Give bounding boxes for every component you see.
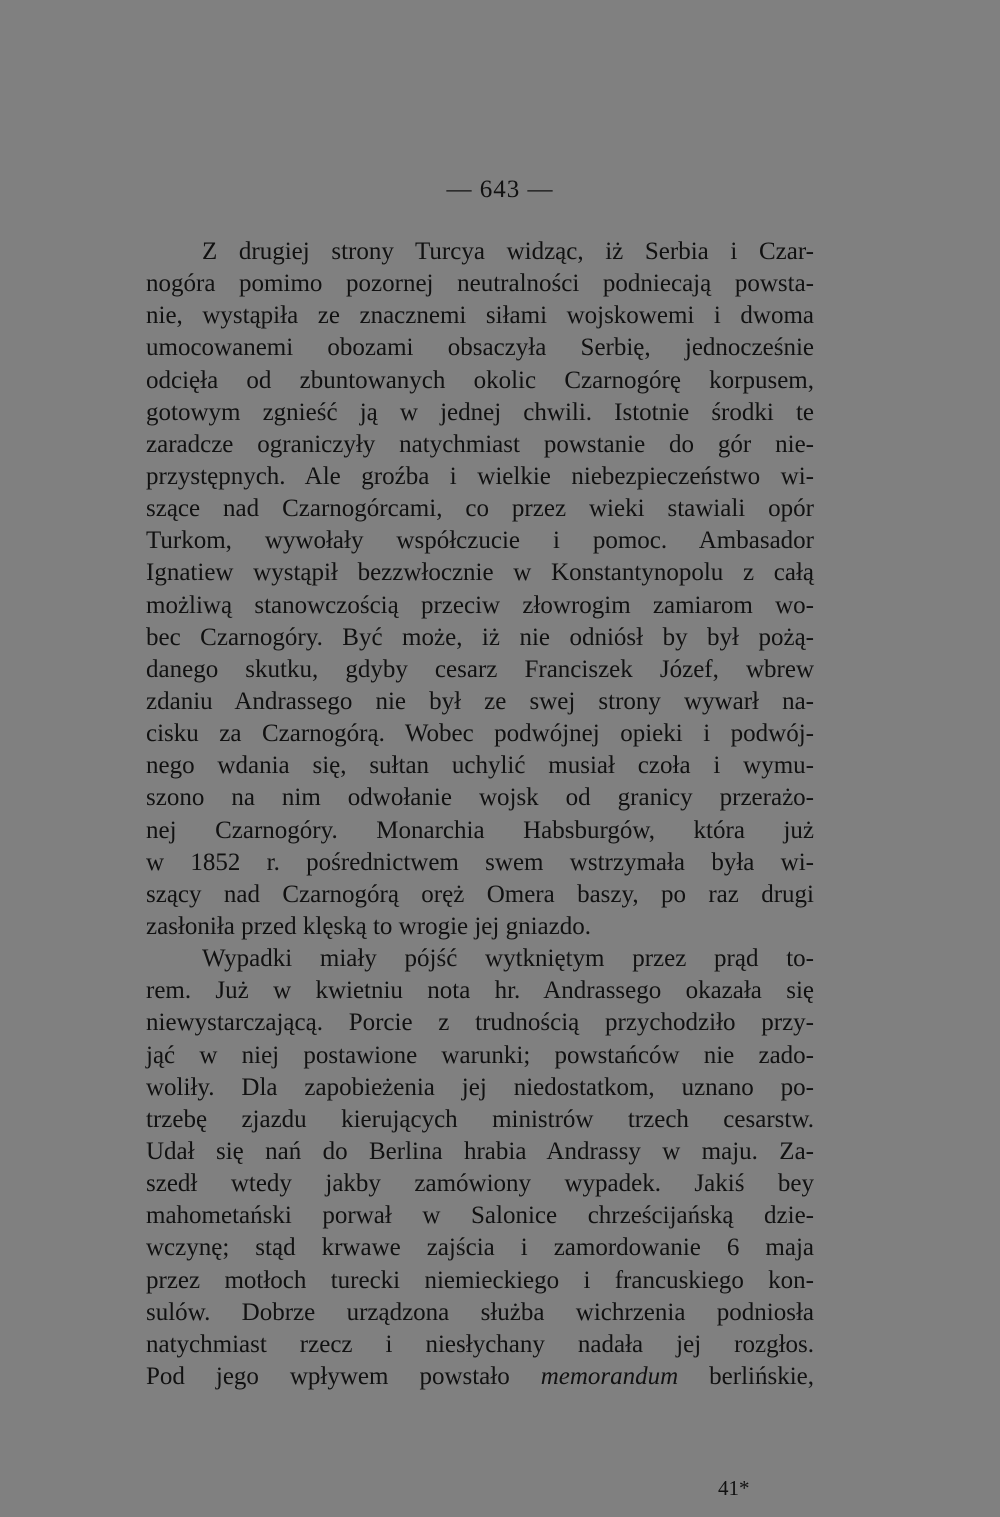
text-line: szące nad Czarnogórcami, co przez wieki stawiali opór [146, 495, 814, 523]
text-line: jąć w niej postawione warunki; powstańców nie zado- [146, 1041, 814, 1069]
text-line: mahometański porwał w Salonice chrześcijańską dzie- [146, 1202, 814, 1230]
text-line: umocowanemi obozami obsaczyła Serbię, jednocześnie [146, 334, 814, 362]
text-line: Udał się nań do Berlina hrabia Andrassy w maju. Za- [146, 1137, 814, 1165]
text-line: bec Czarnogóry. Być może, iż nie odniósł by był pożą- [146, 623, 814, 651]
text-line: Ignatiew wystąpił bezzwłocznie w Konstantynopolu z całą [146, 559, 814, 587]
text-line: odcięła od zbuntowanych okolic Czarnogórę korpusem, [146, 366, 814, 394]
text-line: cisku za Czarnogórą. Wobec podwójnej opieki i podwój- [146, 720, 814, 748]
text-segment: berlińskie, [678, 1362, 814, 1390]
text-line: niewystarczającą. Porcie z trudnością przychodziło przy- [146, 1009, 814, 1037]
body-text [146, 236, 814, 1393]
italic-term: memorandum [540, 1362, 679, 1390]
text-line: zdaniu Andrassego nie był ze swej strony wywarł na- [146, 687, 814, 715]
text-line: natychmiast rzecz i niesłychany nadała jej rozgłos. [146, 1330, 814, 1358]
text-line: Turkom, wywołały współczucie i pomoc. Ambasador [146, 527, 814, 555]
text-line: woliły. Dla zapobieżenia jej niedostatkom, uznano po- [146, 1073, 814, 1101]
text-line: sulów. Dobrze urządzona służba wichrzenia podniosła [146, 1298, 814, 1326]
text-line: nej Czarnogóry. Monarchia Habsburgów, która już [146, 816, 814, 844]
text-line: przez motłoch turecki niemieckiego i francuskiego kon- [146, 1266, 814, 1294]
text-line: rem. Już w kwietniu nota hr. Andrassego okazała się [146, 977, 814, 1005]
text-line: danego skutku, gdyby cesarz Franciszek Józef, wbrew [146, 655, 814, 683]
page-number: — 643 — [446, 176, 554, 203]
text-line: wczynę; stąd krwawe zajścia i zamordowanie 6 maja [146, 1234, 814, 1262]
text-line: trzebę zjazdu kierujących ministrów trzech cesarstw. [146, 1105, 814, 1133]
text-line: zasłoniła przed klęską to wrogie jej gniazdo. [146, 912, 591, 940]
text-line: Z drugiej strony Turcya widząc, iż Serbia i Czar- [202, 238, 814, 265]
text-line: przystępnych. Ale groźba i wielkie niebezpieczeństwo wi- [146, 462, 814, 490]
text-line: gotowym zgnieść ją w jednej chwili. Istotnie środki te [146, 398, 814, 426]
text-line: szedł wtedy jakby zamówiony wypadek. Jakiś bey [146, 1170, 814, 1198]
signature-mark: 41* [718, 1476, 750, 1500]
text-line: możliwą stanowczością przeciw złowrogim zamiarom wo- [146, 591, 814, 619]
text-line: nego wdania się, sułtan uchylić musiał czoła i wymu- [146, 752, 814, 780]
text-line: w 1852 r. pośrednictwem swem wstrzymała była wi- [146, 848, 814, 876]
text-line: nogóra pomimo pozornej neutralności podniecają powsta- [146, 270, 814, 298]
text-line: szono na nim odwołanie wojsk od granicy przerażo- [146, 784, 814, 812]
text-line: zaradcze ograniczyły natychmiast powstanie do gór nie- [146, 430, 814, 458]
text-line: Wypadki miały pójść wytkniętym przez prąd to- [202, 945, 814, 973]
text-line: szący nad Czarnogórą oręż Omera baszy, po raz drugi [146, 880, 814, 908]
text-line: nie, wystąpiła ze znacznemi siłami wojskowemi i dwoma [146, 302, 814, 330]
text-line [146, 1361, 814, 1393]
text-segment: Pod jego wpływem powstało [146, 1362, 541, 1390]
